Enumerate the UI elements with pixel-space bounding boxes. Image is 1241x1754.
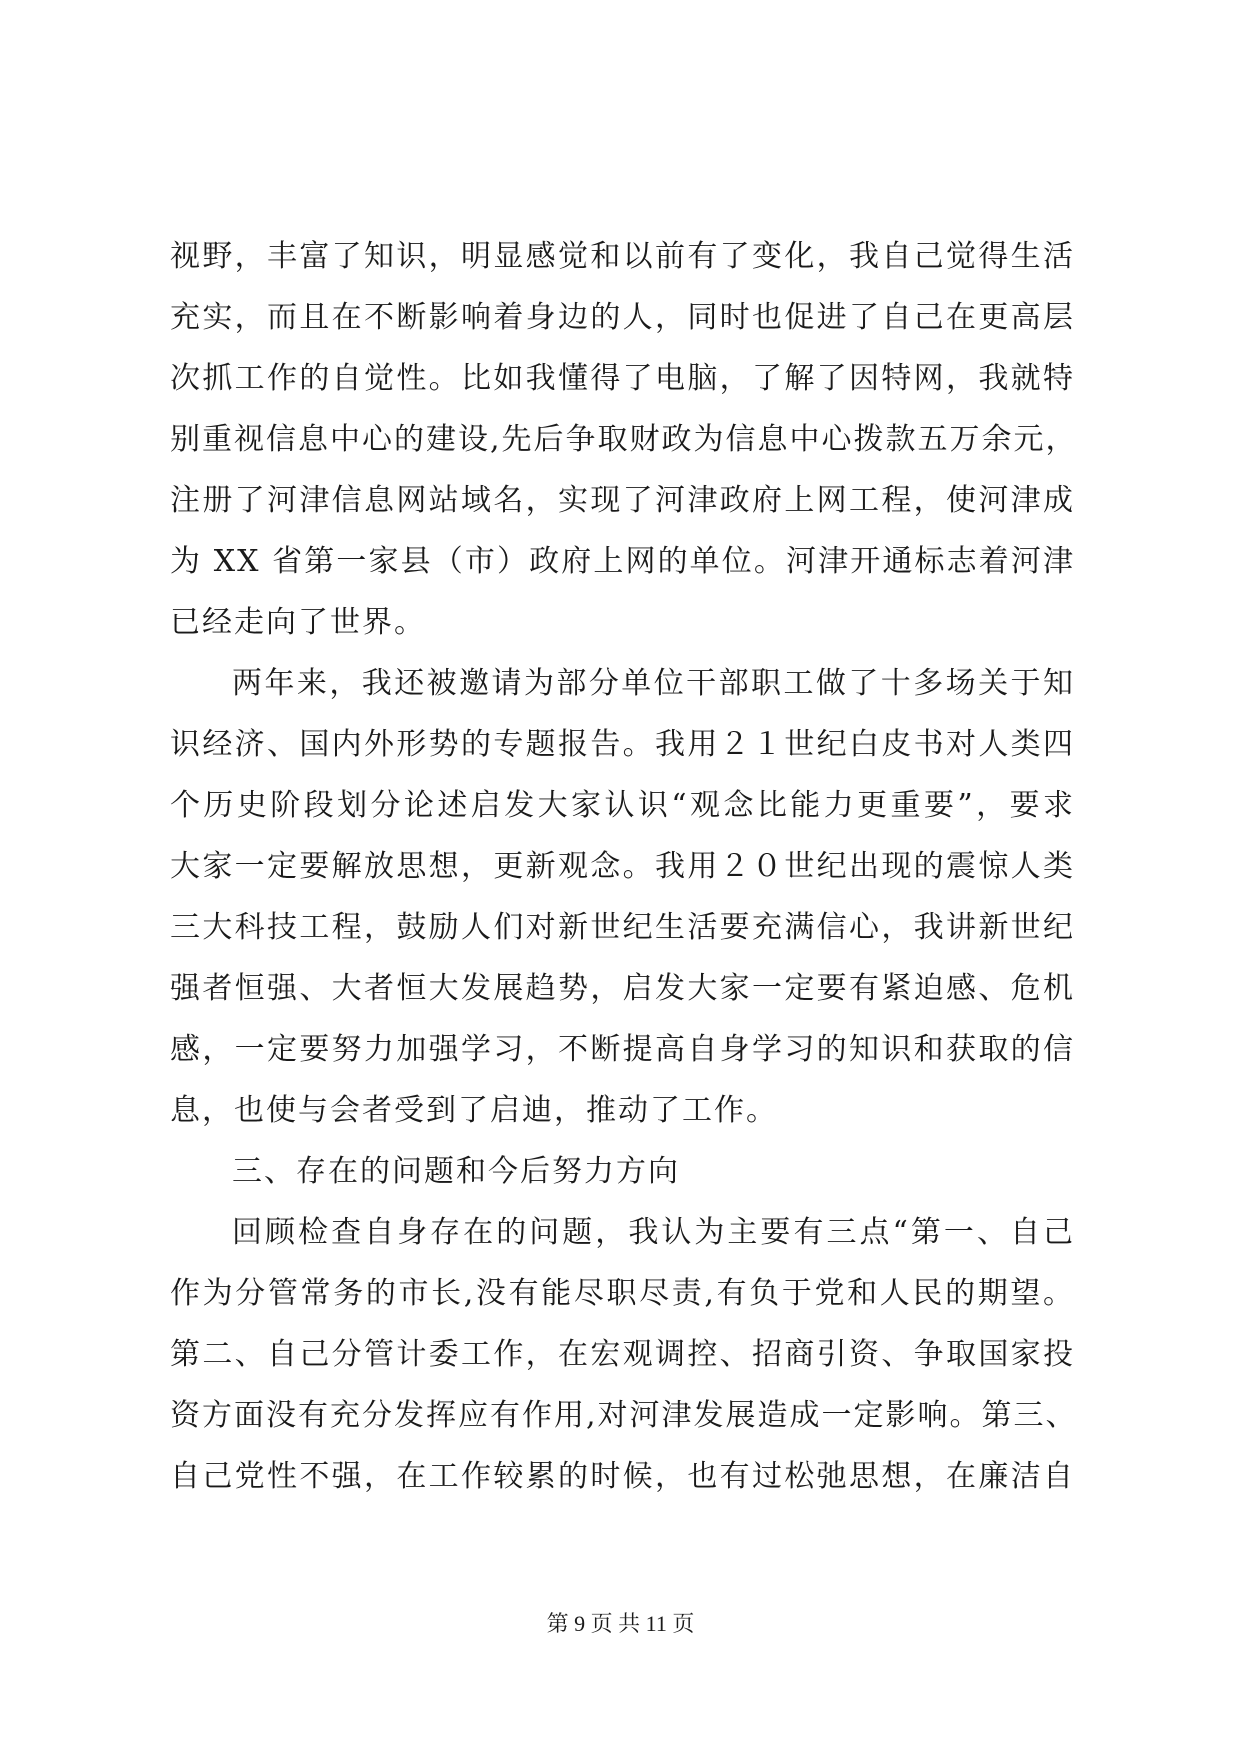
text-line: 作为分管常务的市长,没有能尽职尽责,有负于党和人民的期望。: [170, 1276, 1075, 1311]
text-line: 资方面没有充分发挥应有作用,对河津发展造成一定影响。第三、: [170, 1398, 1078, 1433]
text-line: 回顾检查自身存在的问题，我认为主要有三点“第一、自己: [232, 1215, 1075, 1250]
text-line: 已经走向了世界。: [170, 605, 426, 640]
text-line: 第二、自己分管计委工作，在宏观调控、招商引资、争取国家投: [170, 1337, 1075, 1372]
page-footer: 第 9 页 共 11 页: [546, 1611, 695, 1636]
text-line: 大家一定要解放思想，更新观念。我用２０世纪出现的震惊人类: [170, 849, 1075, 884]
text-line: 息，也使与会者受到了启迪，推动了工作。: [170, 1093, 778, 1128]
body-text: [170, 226, 1078, 1507]
text-line: 次抓工作的自觉性。比如我懂得了电脑，了解了因特网，我就特: [170, 361, 1075, 396]
text-line: 三大科技工程，鼓励人们对新世纪生活要充满信心，我讲新世纪: [170, 910, 1075, 945]
text-line: 个历史阶段划分论述启发大家认识“观念比能力更重要”，要求: [170, 788, 1075, 823]
text-line: 两年来，我还被邀请为部分单位干部职工做了十多场关于知: [232, 666, 1075, 701]
text-line: 别重视信息中心的建设,先后争取财政为信息中心拨款五万余元，: [170, 422, 1078, 457]
text-line: 视野，丰富了知识，明显感觉和以前有了变化，我自己觉得生活: [170, 239, 1075, 274]
text-line: 充实，而且在不断影响着身边的人，同时也促进了自己在更高层: [170, 300, 1075, 335]
text-line: 为 XX 省第一家县（市）政府上网的单位。河津开通标志着河津: [170, 544, 1075, 579]
text-line: 强者恒强、大者恒大发展趋势，启发大家一定要有紧迫感、危机: [170, 971, 1075, 1006]
text-line: 注册了河津信息网站域名，实现了河津政府上网工程，使河津成: [170, 483, 1075, 518]
section-heading: 三、存在的问题和今后努力方向: [232, 1154, 680, 1189]
text-line: 自己党性不强，在工作较累的时候，也有过松弛思想，在廉洁自: [170, 1459, 1075, 1494]
text-line: 识经济、国内外形势的专题报告。我用２１世纪白皮书对人类四: [170, 727, 1075, 762]
text-line: 感，一定要努力加强学习，不断提高自身学习的知识和获取的信: [170, 1032, 1075, 1067]
